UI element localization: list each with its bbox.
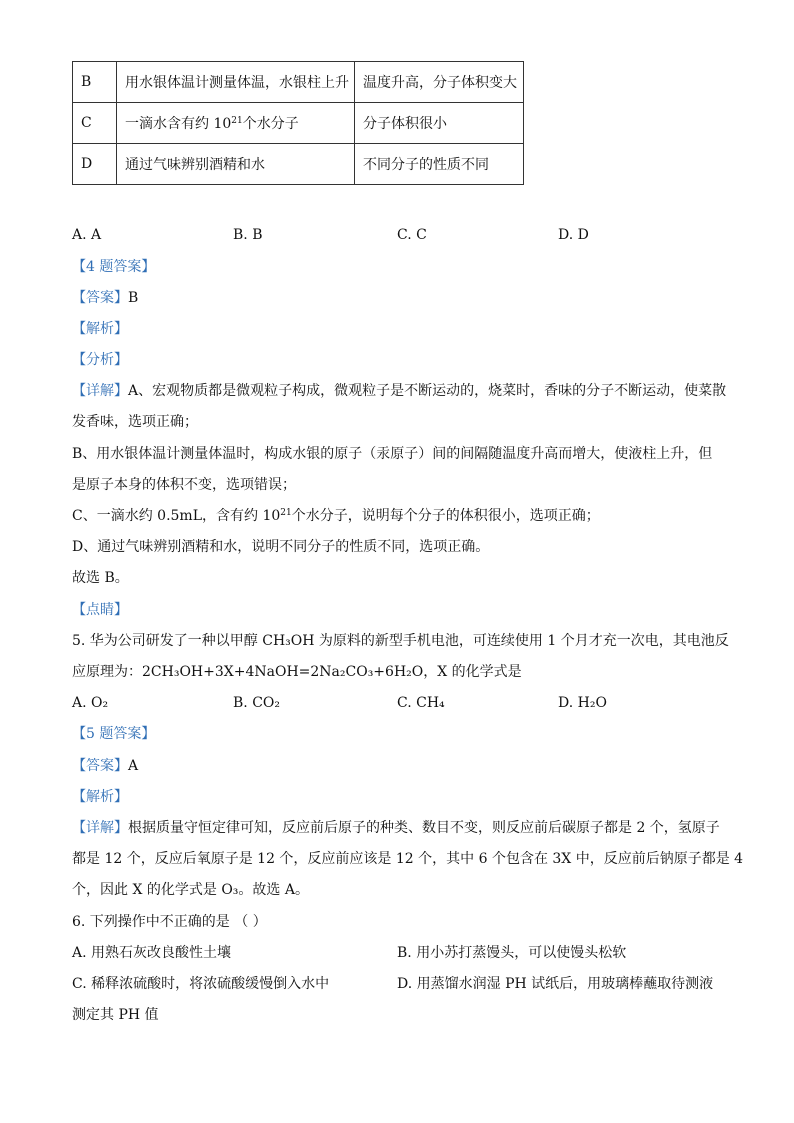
table-cell-explanation: 分子体积很小 bbox=[355, 103, 524, 144]
q4-detail-c bbox=[72, 506, 600, 526]
q4-fenxi-heading: 【分析】 bbox=[72, 352, 128, 368]
q4-detail-a-line1 bbox=[72, 381, 726, 401]
q4-choice-b: B. B bbox=[233, 227, 263, 243]
q5-detail-line2: 都是 12 个，反应后氧原子是 12 个，反应前应该是 12 个，其中 6 个包含在 3X 中，反应前后钠原子都是 4 bbox=[72, 851, 744, 867]
q4-detail-d: D、通过气味辨别酒精和水，说明不同分子的性质不同，选项正确。 bbox=[72, 539, 490, 555]
table-cell-explanation: 不同分子的性质不同 bbox=[355, 144, 524, 185]
q4-detail-b-line1: B、用水银体温计测量体温时，构成水银的原子（汞原子）间的间隔随温度升高而增大，使液柱上升，但 bbox=[72, 446, 713, 462]
q5-detail-line3: 个，因此 X 的化学式是 O₃。故选 A。 bbox=[72, 882, 309, 898]
q5-answer-heading: 【5 题答案】 bbox=[72, 726, 156, 742]
q4-analysis-heading: 【解析】 bbox=[72, 321, 128, 337]
q5-stem-line2: 应原理为：2CH₃OH+3X+4NaOH=2Na₂CO₃+6H₂O，X 的化学式是 bbox=[72, 664, 522, 680]
table-cell-explanation: 温度升高，分子体积变大 bbox=[355, 62, 524, 103]
q6-choice-d-line2: 测定其 PH 值 bbox=[72, 1007, 159, 1023]
q5-choice-b: B. CO₂ bbox=[233, 695, 280, 711]
table-row bbox=[73, 144, 524, 185]
detail-c-pre: C、一滴水约 0.5mL，含有约 10 bbox=[72, 508, 281, 524]
q5-choice-a: A. O₂ bbox=[72, 695, 109, 711]
q5-analysis-heading: 【解析】 bbox=[72, 789, 128, 805]
q5-detail-line1 bbox=[72, 818, 720, 838]
q4-dianjing-heading: 【点睛】 bbox=[72, 602, 128, 618]
answer-tag: 【答案】 bbox=[72, 290, 128, 306]
q4-answer-heading: 【4 题答案】 bbox=[72, 259, 156, 275]
phenomenon-text-post: 个水分子 bbox=[242, 116, 299, 132]
options-table bbox=[72, 61, 524, 185]
detail-text: A、宏观物质都是微观粒子构成，微观粒子是不断运动的，烧菜时，香味的分子不断运动，使菜散 bbox=[128, 383, 727, 399]
q5-choice-c: C. CH₄ bbox=[397, 695, 445, 711]
exponent: 21 bbox=[231, 116, 243, 126]
detail-tag: 【详解】 bbox=[72, 383, 128, 399]
q4-choice-d: D. D bbox=[558, 227, 589, 243]
q6-choice-c: C. 稀释浓硫酸时，将浓硫酸缓慢倒入水中 bbox=[72, 976, 330, 992]
table-cell-option: C bbox=[73, 103, 117, 144]
q6-stem: 6. 下列操作中不正确的是 （ ） bbox=[72, 914, 267, 930]
q4-answer bbox=[72, 288, 138, 308]
q6-choice-a: A. 用熟石灰改良酸性土壤 bbox=[72, 945, 232, 961]
detail-tag: 【详解】 bbox=[72, 820, 128, 836]
q5-choice-d: D. H₂O bbox=[558, 695, 607, 711]
table-cell-phenomenon: 用水银体温计测量体温，水银柱上升 bbox=[117, 62, 355, 103]
q6-choice-d-line1: D. 用蒸馏水润湿 PH 试纸后，用玻璃棒蘸取待测液 bbox=[397, 976, 714, 992]
answer-value: A bbox=[128, 758, 139, 774]
table-row bbox=[73, 62, 524, 103]
q4-conclusion: 故选 B。 bbox=[72, 570, 129, 586]
answer-value: B bbox=[128, 290, 139, 306]
detail-text: 根据质量守恒定律可知，反应前后原子的种类、数目不变，则反应前后碳原子都是 2 个，氢原子 bbox=[128, 820, 720, 836]
phenomenon-text-pre: 一滴水含有约 10 bbox=[125, 116, 232, 132]
detail-c-post: 个水分子，说明每个分子的体积很小，选项正确； bbox=[291, 508, 600, 524]
q4-choice-c: C. C bbox=[397, 227, 427, 243]
q5-stem-line1: 5. 华为公司研发了一种以甲醇 CH₃OH 为原料的新型手机电池，可连续使用 1 个月才充一次电，其电池反 bbox=[72, 633, 729, 649]
table-cell-option: D bbox=[73, 144, 117, 185]
q4-choice-a: A. A bbox=[72, 227, 102, 243]
exponent: 21 bbox=[280, 508, 292, 518]
q5-answer bbox=[72, 756, 138, 776]
q4-detail-b-line2: 是原子本身的体积不变，选项错误； bbox=[72, 477, 296, 493]
table-cell-option: B bbox=[73, 62, 117, 103]
table-cell-phenomenon bbox=[117, 103, 355, 144]
q4-detail-a-line2: 发香味，选项正确； bbox=[72, 414, 198, 430]
q6-choice-b: B. 用小苏打蒸馒头，可以使馒头松软 bbox=[397, 945, 627, 961]
answer-tag: 【答案】 bbox=[72, 758, 128, 774]
table-cell-phenomenon: 通过气味辨别酒精和水 bbox=[117, 144, 355, 185]
table-row bbox=[73, 103, 524, 144]
